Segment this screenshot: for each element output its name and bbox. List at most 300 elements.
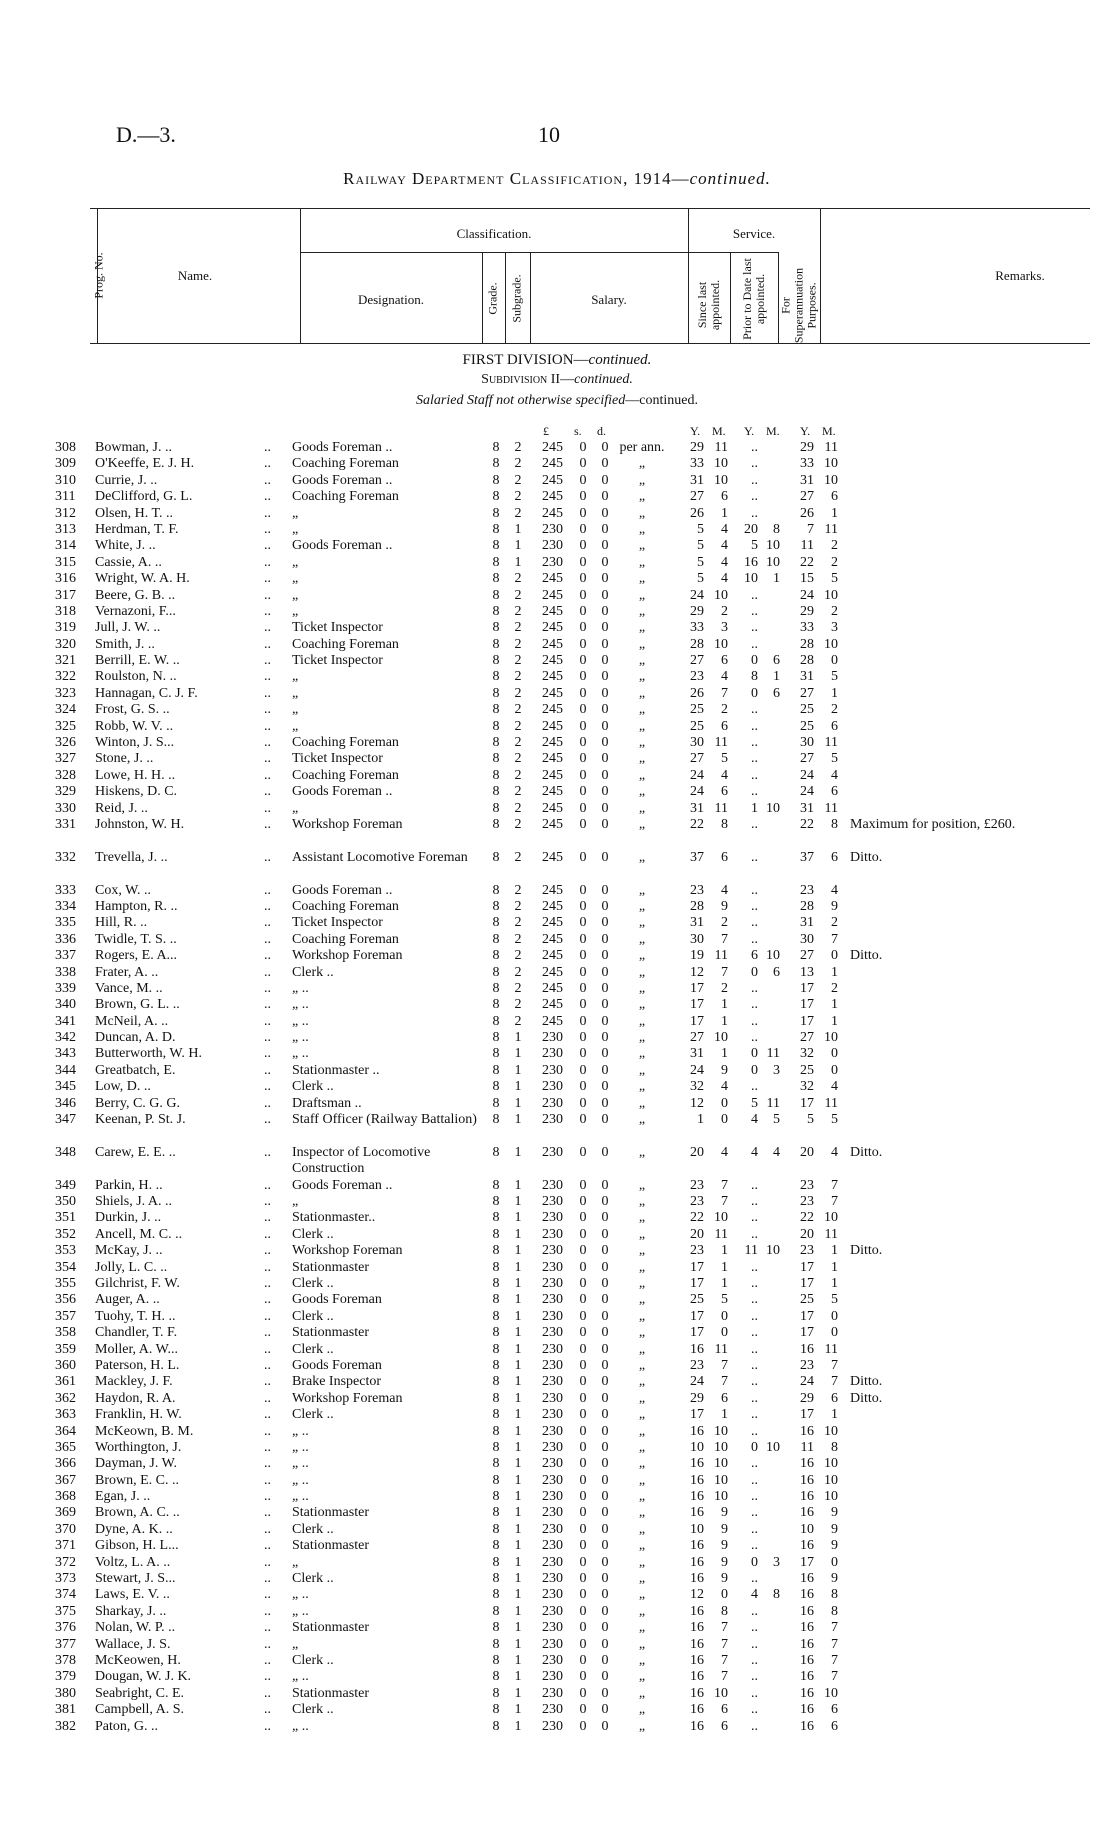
prog-number: 370 — [55, 1521, 76, 1537]
super-months: 10 — [824, 1030, 838, 1046]
designation: „ — [292, 587, 299, 603]
salary-period: „ — [638, 1505, 646, 1521]
staff-name: Gibson, H. L... — [95, 1538, 179, 1554]
salary-period: „ — [638, 1210, 646, 1226]
since-months: 5 — [721, 1292, 728, 1308]
salary-period: „ — [638, 849, 646, 865]
salary-pence: 0 — [601, 554, 609, 570]
designation: Goods Foreman .. — [292, 1177, 393, 1193]
super-years: 16 — [800, 1505, 814, 1521]
salary-period: „ — [638, 735, 646, 751]
table-row — [0, 1555, 1114, 1571]
salary-pounds: 245 — [542, 636, 563, 652]
since-months: 0 — [721, 1112, 728, 1128]
unit-pence: d. — [597, 424, 606, 438]
grade: 8 — [492, 538, 500, 554]
subgrade: 2 — [514, 948, 522, 964]
table-row — [0, 751, 1114, 767]
super-months: 9 — [831, 1521, 838, 1537]
designation: „ — [292, 669, 299, 685]
leader-dots: .. — [264, 571, 271, 587]
since-months: 9 — [721, 898, 728, 914]
staff-name: Keenan, P. St. J. — [95, 1112, 186, 1128]
leader-dots: .. — [264, 669, 271, 685]
salary-period: „ — [638, 718, 646, 734]
col-since-last: Since last appointed. — [695, 279, 722, 331]
leader-dots: .. — [264, 554, 271, 570]
grade: 8 — [492, 1505, 500, 1521]
salary-pounds: 245 — [542, 472, 563, 488]
designation: Clerk .. — [292, 1652, 334, 1668]
table-row — [0, 1243, 1114, 1259]
super-months: 8 — [831, 816, 838, 832]
salary-pounds: 230 — [542, 1472, 563, 1488]
leader-dots: .. — [264, 1095, 271, 1111]
salary-shillings: 0 — [579, 1554, 587, 1570]
grade: 8 — [492, 1489, 500, 1505]
grade: 8 — [492, 1046, 500, 1062]
leader-dots: .. — [264, 603, 271, 619]
prior-years: .. — [751, 915, 758, 931]
salary-shillings: 0 — [579, 1521, 587, 1537]
table-row — [0, 1342, 1114, 1358]
since-months: 11 — [714, 735, 728, 751]
salary-period: „ — [638, 980, 646, 996]
salary-pence: 0 — [601, 472, 609, 488]
since-years: 33 — [690, 620, 704, 636]
super-years: 17 — [800, 1308, 814, 1324]
since-months: 7 — [721, 1177, 728, 1193]
salary-period: „ — [638, 1144, 646, 1160]
salary-period: „ — [638, 1702, 646, 1718]
prior-years: .. — [751, 1390, 758, 1406]
super-years: 17 — [800, 1013, 814, 1029]
since-years: 25 — [690, 1292, 704, 1308]
salary-pounds: 230 — [542, 1489, 563, 1505]
staff-name: Durkin, J. .. — [95, 1210, 162, 1226]
table-row — [0, 1637, 1114, 1653]
super-months: 6 — [831, 489, 838, 505]
prog-number: 368 — [55, 1489, 76, 1505]
table-row — [0, 456, 1114, 472]
since-months: 10 — [714, 1439, 728, 1455]
super-years: 17 — [800, 1095, 814, 1111]
title-main: Railway Department Classification, 1914— — [343, 169, 690, 188]
table-row — [0, 686, 1114, 702]
prog-number: 310 — [55, 472, 76, 488]
since-months: 2 — [721, 702, 728, 718]
subdivision-continued: continued. — [574, 372, 633, 387]
leader-dots: .. — [264, 505, 271, 521]
subgrade: 2 — [514, 767, 522, 783]
grade: 8 — [492, 1177, 500, 1193]
since-years: 1 — [697, 1112, 704, 1128]
designation: „ .. — [292, 1046, 309, 1062]
super-years: 27 — [800, 489, 814, 505]
designation: Stationmaster — [292, 1325, 369, 1341]
since-months: 0 — [721, 1587, 728, 1603]
grade: 8 — [492, 1194, 500, 1210]
super-years: 23 — [800, 882, 814, 898]
salary-period: „ — [638, 882, 646, 898]
grade: 8 — [492, 1472, 500, 1488]
grade: 8 — [492, 1210, 500, 1226]
super-months: 2 — [831, 915, 838, 931]
since-months: 11 — [714, 948, 728, 964]
staff-name: Ancell, M. C. .. — [95, 1226, 183, 1242]
since-years: 27 — [690, 653, 704, 669]
salary-shillings: 0 — [579, 1489, 587, 1505]
staff-name: Olsen, H. T. .. — [95, 505, 174, 521]
salary-pounds: 230 — [542, 1177, 563, 1193]
since-years: 20 — [690, 1226, 704, 1242]
super-months: 1 — [831, 505, 838, 521]
unit-months-since: M. — [712, 424, 726, 438]
staff-name: Mackley, J. F. — [95, 1374, 173, 1390]
super-months: 0 — [831, 1554, 838, 1570]
super-months: 10 — [824, 587, 838, 603]
salary-pence: 0 — [601, 735, 609, 751]
subgrade: 1 — [514, 1620, 522, 1636]
grade: 8 — [492, 735, 500, 751]
designation: „ .. — [292, 1013, 309, 1029]
subgrade: 2 — [514, 997, 522, 1013]
salary-period: „ — [638, 915, 646, 931]
prog-number: 345 — [55, 1079, 76, 1095]
designation: Brake Inspector — [292, 1374, 382, 1390]
salary-shillings: 0 — [579, 1062, 587, 1078]
salary-period: „ — [638, 472, 646, 488]
table-row — [0, 1604, 1114, 1620]
staff-name: Dougan, W. J. K. — [95, 1669, 192, 1685]
super-months: 6 — [831, 1702, 838, 1718]
col-remarks: Remarks. — [995, 268, 1045, 283]
salary-pence: 0 — [601, 1702, 609, 1718]
designation: Draftsman .. — [292, 1095, 362, 1111]
staff-name: Robb, W. V. .. — [95, 718, 174, 734]
leader-dots: .. — [264, 1587, 271, 1603]
salary-shillings: 0 — [579, 1259, 587, 1275]
salary-pounds: 245 — [542, 685, 563, 701]
leader-dots: .. — [264, 1456, 271, 1472]
super-months: 10 — [824, 1423, 838, 1439]
super-months: 7 — [831, 1669, 838, 1685]
unit-shillings: s. — [574, 424, 582, 438]
grade: 8 — [492, 931, 500, 947]
super-months: 9 — [831, 1538, 838, 1554]
prior-months: 1 — [773, 669, 780, 685]
salary-shillings: 0 — [579, 735, 587, 751]
remarks: Ditto. — [850, 849, 883, 865]
super-months: 0 — [831, 653, 838, 669]
salary-shillings: 0 — [579, 751, 587, 767]
since-years: 16 — [690, 1603, 704, 1619]
grade: 8 — [492, 620, 500, 636]
super-years: 17 — [800, 1407, 814, 1423]
grade: 8 — [492, 1112, 500, 1128]
prog-number: 320 — [55, 636, 76, 652]
designation: „ — [292, 603, 299, 619]
salary-period: „ — [638, 521, 646, 537]
super-years: 17 — [800, 1259, 814, 1275]
leader-dots: .. — [264, 1685, 271, 1701]
leader-dots: .. — [264, 1062, 271, 1078]
prior-years: .. — [751, 472, 758, 488]
salary-shillings: 0 — [579, 1357, 587, 1373]
since-months: 7 — [721, 1652, 728, 1668]
salary-shillings: 0 — [579, 571, 587, 587]
salary-shillings: 0 — [579, 800, 587, 816]
salary-period: „ — [638, 1521, 646, 1537]
salary-pence: 0 — [601, 571, 609, 587]
prior-months: 6 — [773, 685, 780, 701]
since-months: 4 — [721, 538, 728, 554]
since-months: 7 — [721, 1669, 728, 1685]
salary-pounds: 245 — [542, 931, 563, 947]
subgrade: 2 — [514, 489, 522, 505]
since-months: 2 — [721, 980, 728, 996]
super-months: 1 — [831, 685, 838, 701]
since-years: 22 — [690, 816, 704, 832]
salary-period: „ — [638, 669, 646, 685]
prior-years: .. — [751, 702, 758, 718]
subgrade: 2 — [514, 653, 522, 669]
super-years: 24 — [800, 767, 814, 783]
prog-number: 324 — [55, 702, 76, 718]
grade: 8 — [492, 1275, 500, 1291]
designation: „ — [292, 521, 299, 537]
unit-months-prior: M. — [766, 424, 780, 438]
grade: 8 — [492, 751, 500, 767]
designation: Clerk .. — [292, 1275, 334, 1291]
since-months: 10 — [714, 636, 728, 652]
subgrade: 1 — [514, 521, 522, 537]
designation: „ — [292, 800, 299, 816]
grade: 8 — [492, 1407, 500, 1423]
leader-dots: .. — [264, 800, 271, 816]
salary-pounds: 230 — [542, 1325, 563, 1341]
grade: 8 — [492, 636, 500, 652]
salary-shillings: 0 — [579, 1685, 587, 1701]
designation: „ .. — [292, 1472, 309, 1488]
super-months: 0 — [831, 1062, 838, 1078]
salary-pence: 0 — [601, 521, 609, 537]
staff-name: McKay, J. .. — [95, 1243, 163, 1259]
table-row — [0, 1669, 1114, 1685]
prior-years: .. — [751, 1210, 758, 1226]
salary-pounds: 230 — [542, 1423, 563, 1439]
salary-pence: 0 — [601, 898, 609, 914]
super-years: 23 — [800, 1357, 814, 1373]
super-months: 0 — [831, 948, 838, 964]
salary-pence: 0 — [601, 1439, 609, 1455]
grade: 8 — [492, 915, 500, 931]
prog-number: 355 — [55, 1275, 76, 1291]
salary-period: „ — [638, 1194, 646, 1210]
designation: „ — [292, 505, 299, 521]
salary-period: „ — [638, 1669, 646, 1685]
subgrade: 2 — [514, 751, 522, 767]
table-row — [0, 1424, 1114, 1440]
table-row — [0, 1194, 1114, 1210]
leader-dots: .. — [264, 1112, 271, 1128]
table-row — [0, 1653, 1114, 1669]
since-months: 9 — [721, 1505, 728, 1521]
super-months: 8 — [831, 1439, 838, 1455]
salary-shillings: 0 — [579, 521, 587, 537]
salary-shillings: 0 — [579, 882, 587, 898]
salary-pence: 0 — [601, 1521, 609, 1537]
leader-dots: .. — [264, 1652, 271, 1668]
super-years: 16 — [800, 1571, 814, 1587]
prog-number: 341 — [55, 1013, 76, 1029]
salary-shillings: 0 — [579, 456, 587, 472]
staff-name: Auger, A. .. — [95, 1292, 160, 1308]
grade: 8 — [492, 1095, 500, 1111]
salary-shillings: 0 — [579, 1587, 587, 1603]
leader-dots: .. — [264, 1079, 271, 1095]
since-years: 16 — [690, 1423, 704, 1439]
subgrade: 1 — [514, 1046, 522, 1062]
salary-period: „ — [638, 1620, 646, 1636]
super-months: 1 — [831, 1259, 838, 1275]
salary-shillings: 0 — [579, 964, 587, 980]
super-months: 5 — [831, 571, 838, 587]
grade: 8 — [492, 669, 500, 685]
leader-dots: .. — [264, 1357, 271, 1373]
grade: 8 — [492, 1390, 500, 1406]
table-row — [0, 735, 1114, 751]
since-months: 7 — [721, 931, 728, 947]
salary-period: „ — [638, 1341, 646, 1357]
table-row — [0, 669, 1114, 685]
prior-years: .. — [751, 1308, 758, 1324]
prior-years: .. — [751, 1177, 758, 1193]
staff-name: Lowe, H. H. .. — [95, 767, 176, 783]
prog-number: 363 — [55, 1407, 76, 1423]
prior-months: 10 — [766, 538, 780, 554]
super-years: 31 — [800, 800, 814, 816]
table-row — [0, 702, 1114, 718]
prior-months: 10 — [766, 1243, 780, 1259]
super-months: 0 — [831, 1325, 838, 1341]
salary-pounds: 230 — [542, 1390, 563, 1406]
salary-pence: 0 — [601, 1325, 609, 1341]
super-months: 2 — [831, 603, 838, 619]
salary-shillings: 0 — [579, 1456, 587, 1472]
salary-period: „ — [638, 1636, 646, 1652]
super-years: 11 — [800, 538, 814, 554]
super-years: 23 — [800, 1177, 814, 1193]
prior-years: 0 — [751, 1554, 758, 1570]
since-years: 31 — [690, 915, 704, 931]
table-row — [0, 768, 1114, 784]
salary-period: „ — [638, 1571, 646, 1587]
staff-name: Frost, G. S. .. — [95, 702, 170, 718]
salary-period: „ — [638, 1013, 646, 1029]
subgrade: 1 — [514, 1603, 522, 1619]
table-row — [0, 522, 1114, 538]
super-months: 10 — [824, 456, 838, 472]
prog-number: 313 — [55, 521, 76, 537]
salary-pence: 0 — [601, 505, 609, 521]
prog-number: 333 — [55, 882, 76, 898]
subgrade: 2 — [514, 980, 522, 996]
staff-name: McKeowen, H. — [95, 1652, 181, 1668]
designation: „ .. — [292, 1603, 309, 1619]
designation: Ticket Inspector — [292, 751, 383, 767]
salary-pence: 0 — [601, 653, 609, 669]
grade: 8 — [492, 1357, 500, 1373]
col-classification: Classification. — [456, 226, 532, 241]
subgrade: 2 — [514, 800, 522, 816]
prior-years: .. — [751, 816, 758, 832]
salary-pence: 0 — [601, 1472, 609, 1488]
designation: Coaching Foreman — [292, 456, 399, 472]
salary-pounds: 245 — [542, 784, 563, 800]
prog-number: 371 — [55, 1538, 76, 1554]
prior-months: 6 — [773, 964, 780, 980]
salary-period: „ — [638, 1177, 646, 1193]
salary-period: „ — [638, 1472, 646, 1488]
salary-shillings: 0 — [579, 1374, 587, 1390]
salary-shillings: 0 — [579, 1325, 587, 1341]
super-months: 11 — [824, 1341, 838, 1357]
super-years: 16 — [800, 1538, 814, 1554]
super-years: 23 — [800, 1194, 814, 1210]
prior-months: 10 — [766, 800, 780, 816]
salary-pounds: 230 — [542, 1226, 563, 1242]
prog-number: 359 — [55, 1341, 76, 1357]
salary-period: „ — [638, 1554, 646, 1570]
leader-dots: .. — [264, 1538, 271, 1554]
staff-name: Dayman, J. W. — [95, 1456, 178, 1472]
salary-pounds: 230 — [542, 1046, 563, 1062]
super-months: 2 — [831, 538, 838, 554]
leader-dots: .. — [264, 538, 271, 554]
col-salary: Salary. — [591, 292, 627, 307]
salary-shillings: 0 — [579, 1308, 587, 1324]
super-years: 32 — [800, 1046, 814, 1062]
salary-pounds: 230 — [542, 1194, 563, 1210]
salary-shillings: 0 — [579, 1292, 587, 1308]
super-years: 25 — [800, 1062, 814, 1078]
leader-dots: .. — [264, 1341, 271, 1357]
salary-shillings: 0 — [579, 1341, 587, 1357]
salary-pence: 0 — [601, 849, 609, 865]
leader-dots: .. — [264, 472, 271, 488]
subgrade: 1 — [514, 1095, 522, 1111]
designation: Stationmaster — [292, 1620, 369, 1636]
salary-pounds: 230 — [542, 1243, 563, 1259]
salary-pence: 0 — [601, 1226, 609, 1242]
table-row — [0, 1358, 1114, 1374]
salary-pence: 0 — [601, 489, 609, 505]
salary-period: „ — [638, 1292, 646, 1308]
subgrade: 2 — [514, 685, 522, 701]
salary-pence: 0 — [601, 1210, 609, 1226]
subgrade: 1 — [514, 1538, 522, 1554]
staff-name: Worthington, J. — [95, 1439, 182, 1455]
prior-years: .. — [751, 587, 758, 603]
grade: 8 — [492, 1718, 500, 1734]
super-years: 16 — [800, 1472, 814, 1488]
prog-number: 337 — [55, 948, 76, 964]
salary-shillings: 0 — [579, 587, 587, 603]
super-months: 9 — [831, 898, 838, 914]
since-months: 10 — [714, 1685, 728, 1701]
subgrade: 2 — [514, 735, 522, 751]
